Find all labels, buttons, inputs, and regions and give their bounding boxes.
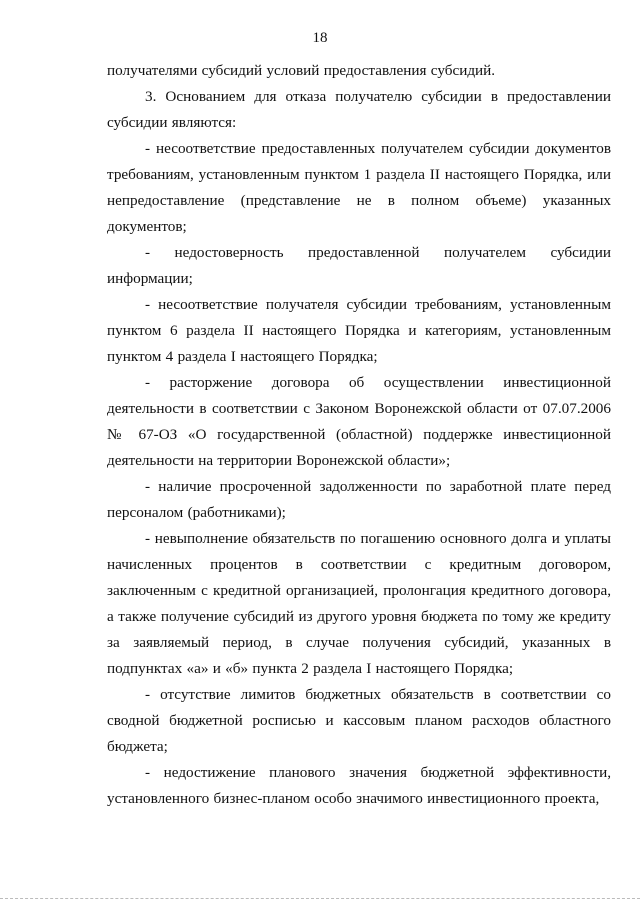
list-item-budget-limits: - отсутствие лимитов бюджетных обязательств в соответствии со сводной бюджетной росписью и кассовым планом расходов областного бюджета; [107,686,611,755]
list-item-contract-termination: - расторжение договора об осуществлении инвестиционной деятельности в соответствии с Законом Воронежской области от 07.07.2006 № 67-ОЗ «О государственной (областной) поддержке инвестиционной деятельности на территории Воронежской области»; [107,374,611,469]
page-number: 18 [312,30,328,46]
page-bottom-edge [0,898,640,899]
document-body [107,58,611,812]
paragraph-continuation: получателями субсидий условий предоставления субсидий. [107,62,496,79]
list-item-requirements-mismatch: - несоответствие получателя субсидии требованиям, установленным пунктом 6 раздела II настоящего Порядка и категориям, установленным пунктом 4 раздела I настоящего Порядка; [107,296,611,365]
list-item-loan-obligations: - невыполнение обязательств по погашению основного долга и уплаты начисленных процентов в соответствии с кредитным договором, заключенным с кредитной организацией, пролонгация кредитного договора, а также получение субсидий из другого уровня бюджета по тому же кредиту за заявляемый период, в случае получения субсидий, указанных в подпунктах «а» и «б» пункта 2 раздела I настоящего Порядка; [107,530,611,677]
list-item-overdue-salary: - наличие просроченной задолженности по заработной плате перед персоналом (работниками); [107,478,611,521]
list-item-efficiency-target: - недостижение планового значения бюджетной эффективности, установленного бизнес-планом особо значимого инвестиционного проекта, [107,764,611,807]
list-item-documents-mismatch: - несоответствие предоставленных получателем субсидии документов требованиям, установленным пунктом 1 раздела II настоящего Порядка, или непредоставление (представление не в полном объеме) указанных документов; [107,140,611,235]
list-item-unreliable-info: - недостоверность предоставленной получателем субсидии информации; [107,244,611,287]
paragraph-clause-3: 3. Основанием для отказа получателю субсидии в предоставлении субсидии являются: [107,88,611,131]
